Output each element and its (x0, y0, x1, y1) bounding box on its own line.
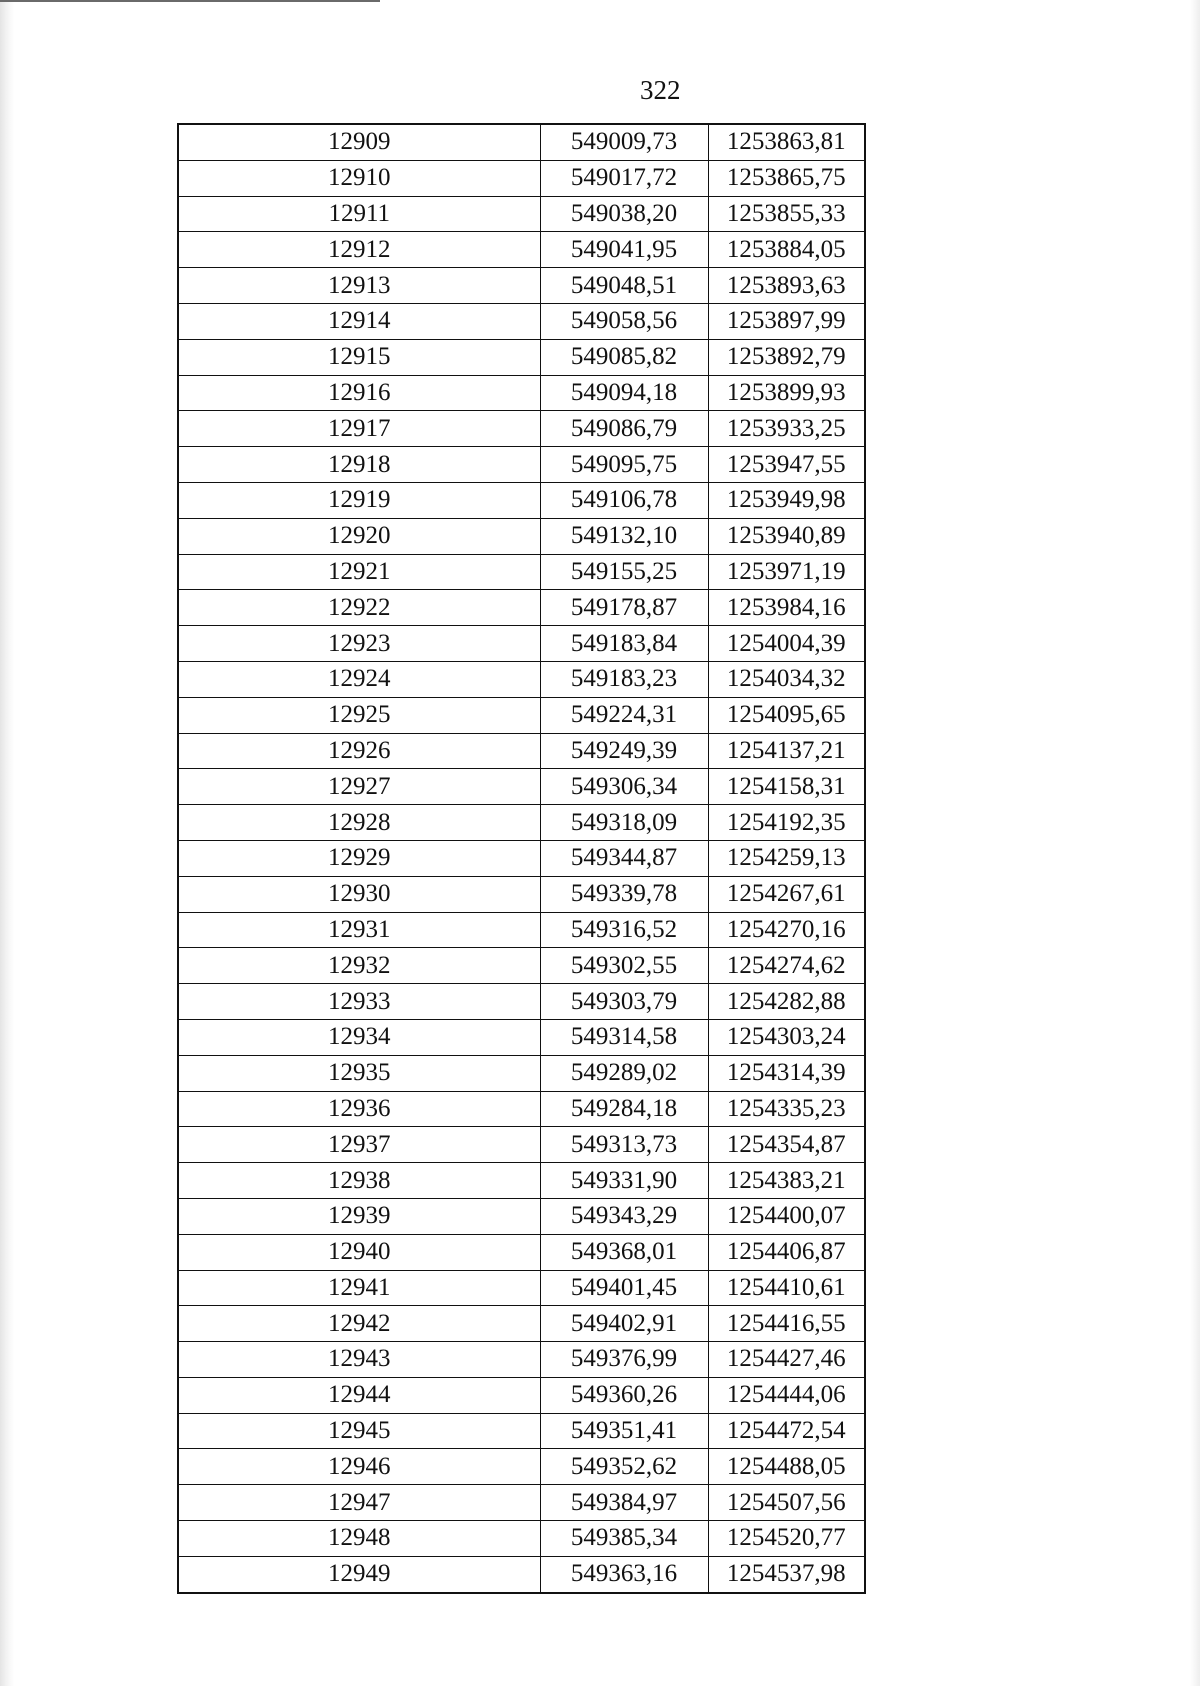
table-row (178, 124, 865, 160)
table-row (178, 1413, 865, 1449)
table-row (178, 1306, 865, 1342)
x-coordinate-cell: 549402,91 (540, 1306, 708, 1342)
point-number-cell: 12932 (178, 948, 540, 984)
y-coordinate-cell: 1254416,55 (708, 1306, 865, 1342)
table-row (178, 303, 865, 339)
table-row (178, 984, 865, 1020)
y-coordinate-cell: 1253893,63 (708, 268, 865, 304)
point-number-cell: 12921 (178, 554, 540, 590)
x-coordinate-cell: 549384,97 (540, 1485, 708, 1521)
table-row (178, 840, 865, 876)
y-coordinate-cell: 1253855,33 (708, 196, 865, 232)
y-coordinate-cell: 1253949,98 (708, 482, 865, 518)
scan-right-edge (1190, 0, 1200, 1686)
x-coordinate-cell: 549178,87 (540, 590, 708, 626)
table-row (178, 948, 865, 984)
x-coordinate-cell: 549086,79 (540, 411, 708, 447)
x-coordinate-cell: 549385,34 (540, 1521, 708, 1557)
y-coordinate-cell: 1254537,98 (708, 1556, 865, 1592)
table-row (178, 1270, 865, 1306)
x-coordinate-cell: 549249,39 (540, 733, 708, 769)
point-number-cell: 12930 (178, 876, 540, 912)
x-coordinate-cell: 549376,99 (540, 1342, 708, 1378)
x-coordinate-cell: 549360,26 (540, 1377, 708, 1413)
point-number-cell: 12910 (178, 160, 540, 196)
y-coordinate-cell: 1254095,65 (708, 697, 865, 733)
y-coordinate-cell: 1254354,87 (708, 1127, 865, 1163)
table-row (178, 697, 865, 733)
table-row (178, 1234, 865, 1270)
point-number-cell: 12922 (178, 590, 540, 626)
table-row (178, 1163, 865, 1199)
point-number-cell: 12944 (178, 1377, 540, 1413)
point-number-cell: 12929 (178, 840, 540, 876)
coordinates-table (177, 123, 866, 1594)
table-row (178, 805, 865, 841)
table-row (178, 1198, 865, 1234)
page-number: 322 (640, 75, 681, 105)
point-number-cell: 12918 (178, 447, 540, 483)
y-coordinate-cell: 1253899,93 (708, 375, 865, 411)
x-coordinate-cell: 549085,82 (540, 339, 708, 375)
x-coordinate-cell: 549095,75 (540, 447, 708, 483)
x-coordinate-cell: 549183,23 (540, 661, 708, 697)
table-row (178, 1342, 865, 1378)
y-coordinate-cell: 1253971,19 (708, 554, 865, 590)
point-number-cell: 12909 (178, 124, 540, 160)
table-row (178, 1449, 865, 1485)
y-coordinate-cell: 1254034,32 (708, 661, 865, 697)
point-number-cell: 12949 (178, 1556, 540, 1592)
x-coordinate-cell: 549331,90 (540, 1163, 708, 1199)
point-number-cell: 12942 (178, 1306, 540, 1342)
x-coordinate-cell: 549038,20 (540, 196, 708, 232)
y-coordinate-cell: 1254472,54 (708, 1413, 865, 1449)
x-coordinate-cell: 549009,73 (540, 124, 708, 160)
y-coordinate-cell: 1254410,61 (708, 1270, 865, 1306)
y-coordinate-cell: 1254335,23 (708, 1091, 865, 1127)
x-coordinate-cell: 549339,78 (540, 876, 708, 912)
y-coordinate-cell: 1254004,39 (708, 626, 865, 662)
point-number-cell: 12933 (178, 984, 540, 1020)
table-row (178, 1055, 865, 1091)
table-row (178, 626, 865, 662)
x-coordinate-cell: 549306,34 (540, 769, 708, 805)
table-row (178, 1485, 865, 1521)
y-coordinate-cell: 1254400,07 (708, 1198, 865, 1234)
point-number-cell: 12924 (178, 661, 540, 697)
y-coordinate-cell: 1253947,55 (708, 447, 865, 483)
x-coordinate-cell: 549284,18 (540, 1091, 708, 1127)
table-row (178, 1127, 865, 1163)
x-coordinate-cell: 549094,18 (540, 375, 708, 411)
x-coordinate-cell: 549132,10 (540, 518, 708, 554)
scan-top-line (0, 0, 380, 2)
x-coordinate-cell: 549318,09 (540, 805, 708, 841)
y-coordinate-cell: 1254314,39 (708, 1055, 865, 1091)
point-number-cell: 12913 (178, 268, 540, 304)
table-row (178, 1019, 865, 1055)
point-number-cell: 12914 (178, 303, 540, 339)
table-row (178, 769, 865, 805)
table-row (178, 590, 865, 626)
y-coordinate-cell: 1254259,13 (708, 840, 865, 876)
x-coordinate-cell: 549343,29 (540, 1198, 708, 1234)
y-coordinate-cell: 1254444,06 (708, 1377, 865, 1413)
x-coordinate-cell: 549017,72 (540, 160, 708, 196)
table-row (178, 196, 865, 232)
point-number-cell: 12926 (178, 733, 540, 769)
y-coordinate-cell: 1254267,61 (708, 876, 865, 912)
point-number-cell: 12937 (178, 1127, 540, 1163)
point-number-cell: 12917 (178, 411, 540, 447)
scan-left-edge (0, 0, 14, 1686)
table-row (178, 447, 865, 483)
point-number-cell: 12938 (178, 1163, 540, 1199)
point-number-cell: 12939 (178, 1198, 540, 1234)
point-number-cell: 12916 (178, 375, 540, 411)
point-number-cell: 12923 (178, 626, 540, 662)
table-row (178, 912, 865, 948)
y-coordinate-cell: 1253984,16 (708, 590, 865, 626)
x-coordinate-cell: 549058,56 (540, 303, 708, 339)
point-number-cell: 12915 (178, 339, 540, 375)
point-number-cell: 12925 (178, 697, 540, 733)
x-coordinate-cell: 549314,58 (540, 1019, 708, 1055)
x-coordinate-cell: 549302,55 (540, 948, 708, 984)
y-coordinate-cell: 1254507,56 (708, 1485, 865, 1521)
x-coordinate-cell: 549048,51 (540, 268, 708, 304)
x-coordinate-cell: 549224,31 (540, 697, 708, 733)
point-number-cell: 12940 (178, 1234, 540, 1270)
table-row (178, 1521, 865, 1557)
point-number-cell: 12912 (178, 232, 540, 268)
point-number-cell: 12935 (178, 1055, 540, 1091)
point-number-cell: 12934 (178, 1019, 540, 1055)
point-number-cell: 12919 (178, 482, 540, 518)
y-coordinate-cell: 1254383,21 (708, 1163, 865, 1199)
table-row (178, 518, 865, 554)
y-coordinate-cell: 1253897,99 (708, 303, 865, 339)
table-row (178, 232, 865, 268)
point-number-cell: 12946 (178, 1449, 540, 1485)
table-row (178, 411, 865, 447)
x-coordinate-cell: 549106,78 (540, 482, 708, 518)
x-coordinate-cell: 549352,62 (540, 1449, 708, 1485)
y-coordinate-cell: 1253933,25 (708, 411, 865, 447)
y-coordinate-cell: 1253884,05 (708, 232, 865, 268)
y-coordinate-cell: 1254158,31 (708, 769, 865, 805)
y-coordinate-cell: 1253940,89 (708, 518, 865, 554)
point-number-cell: 12931 (178, 912, 540, 948)
x-coordinate-cell: 549313,73 (540, 1127, 708, 1163)
x-coordinate-cell: 549289,02 (540, 1055, 708, 1091)
y-coordinate-cell: 1253863,81 (708, 124, 865, 160)
table-row (178, 733, 865, 769)
point-number-cell: 12920 (178, 518, 540, 554)
y-coordinate-cell: 1254282,88 (708, 984, 865, 1020)
point-number-cell: 12911 (178, 196, 540, 232)
table-row (178, 876, 865, 912)
table-row (178, 661, 865, 697)
point-number-cell: 12941 (178, 1270, 540, 1306)
point-number-cell: 12945 (178, 1413, 540, 1449)
table-row (178, 554, 865, 590)
x-coordinate-cell: 549303,79 (540, 984, 708, 1020)
point-number-cell: 12928 (178, 805, 540, 841)
point-number-cell: 12936 (178, 1091, 540, 1127)
x-coordinate-cell: 549183,84 (540, 626, 708, 662)
y-coordinate-cell: 1253865,75 (708, 160, 865, 196)
table-row (178, 339, 865, 375)
y-coordinate-cell: 1254137,21 (708, 733, 865, 769)
y-coordinate-cell: 1254192,35 (708, 805, 865, 841)
x-coordinate-cell: 549041,95 (540, 232, 708, 268)
point-number-cell: 12947 (178, 1485, 540, 1521)
y-coordinate-cell: 1254303,24 (708, 1019, 865, 1055)
x-coordinate-cell: 549401,45 (540, 1270, 708, 1306)
y-coordinate-cell: 1254520,77 (708, 1521, 865, 1557)
x-coordinate-cell: 549344,87 (540, 840, 708, 876)
point-number-cell: 12927 (178, 769, 540, 805)
table-row (178, 1377, 865, 1413)
point-number-cell: 12948 (178, 1521, 540, 1557)
x-coordinate-cell: 549316,52 (540, 912, 708, 948)
table-row (178, 1556, 865, 1592)
table-row (178, 482, 865, 518)
table-row (178, 375, 865, 411)
table-row (178, 268, 865, 304)
table-row (178, 1091, 865, 1127)
y-coordinate-cell: 1253892,79 (708, 339, 865, 375)
y-coordinate-cell: 1254274,62 (708, 948, 865, 984)
point-number-cell: 12943 (178, 1342, 540, 1378)
table-row (178, 160, 865, 196)
y-coordinate-cell: 1254406,87 (708, 1234, 865, 1270)
y-coordinate-cell: 1254427,46 (708, 1342, 865, 1378)
coordinates-table-body (178, 124, 865, 1593)
x-coordinate-cell: 549368,01 (540, 1234, 708, 1270)
x-coordinate-cell: 549351,41 (540, 1413, 708, 1449)
y-coordinate-cell: 1254488,05 (708, 1449, 865, 1485)
y-coordinate-cell: 1254270,16 (708, 912, 865, 948)
x-coordinate-cell: 549363,16 (540, 1556, 708, 1592)
x-coordinate-cell: 549155,25 (540, 554, 708, 590)
